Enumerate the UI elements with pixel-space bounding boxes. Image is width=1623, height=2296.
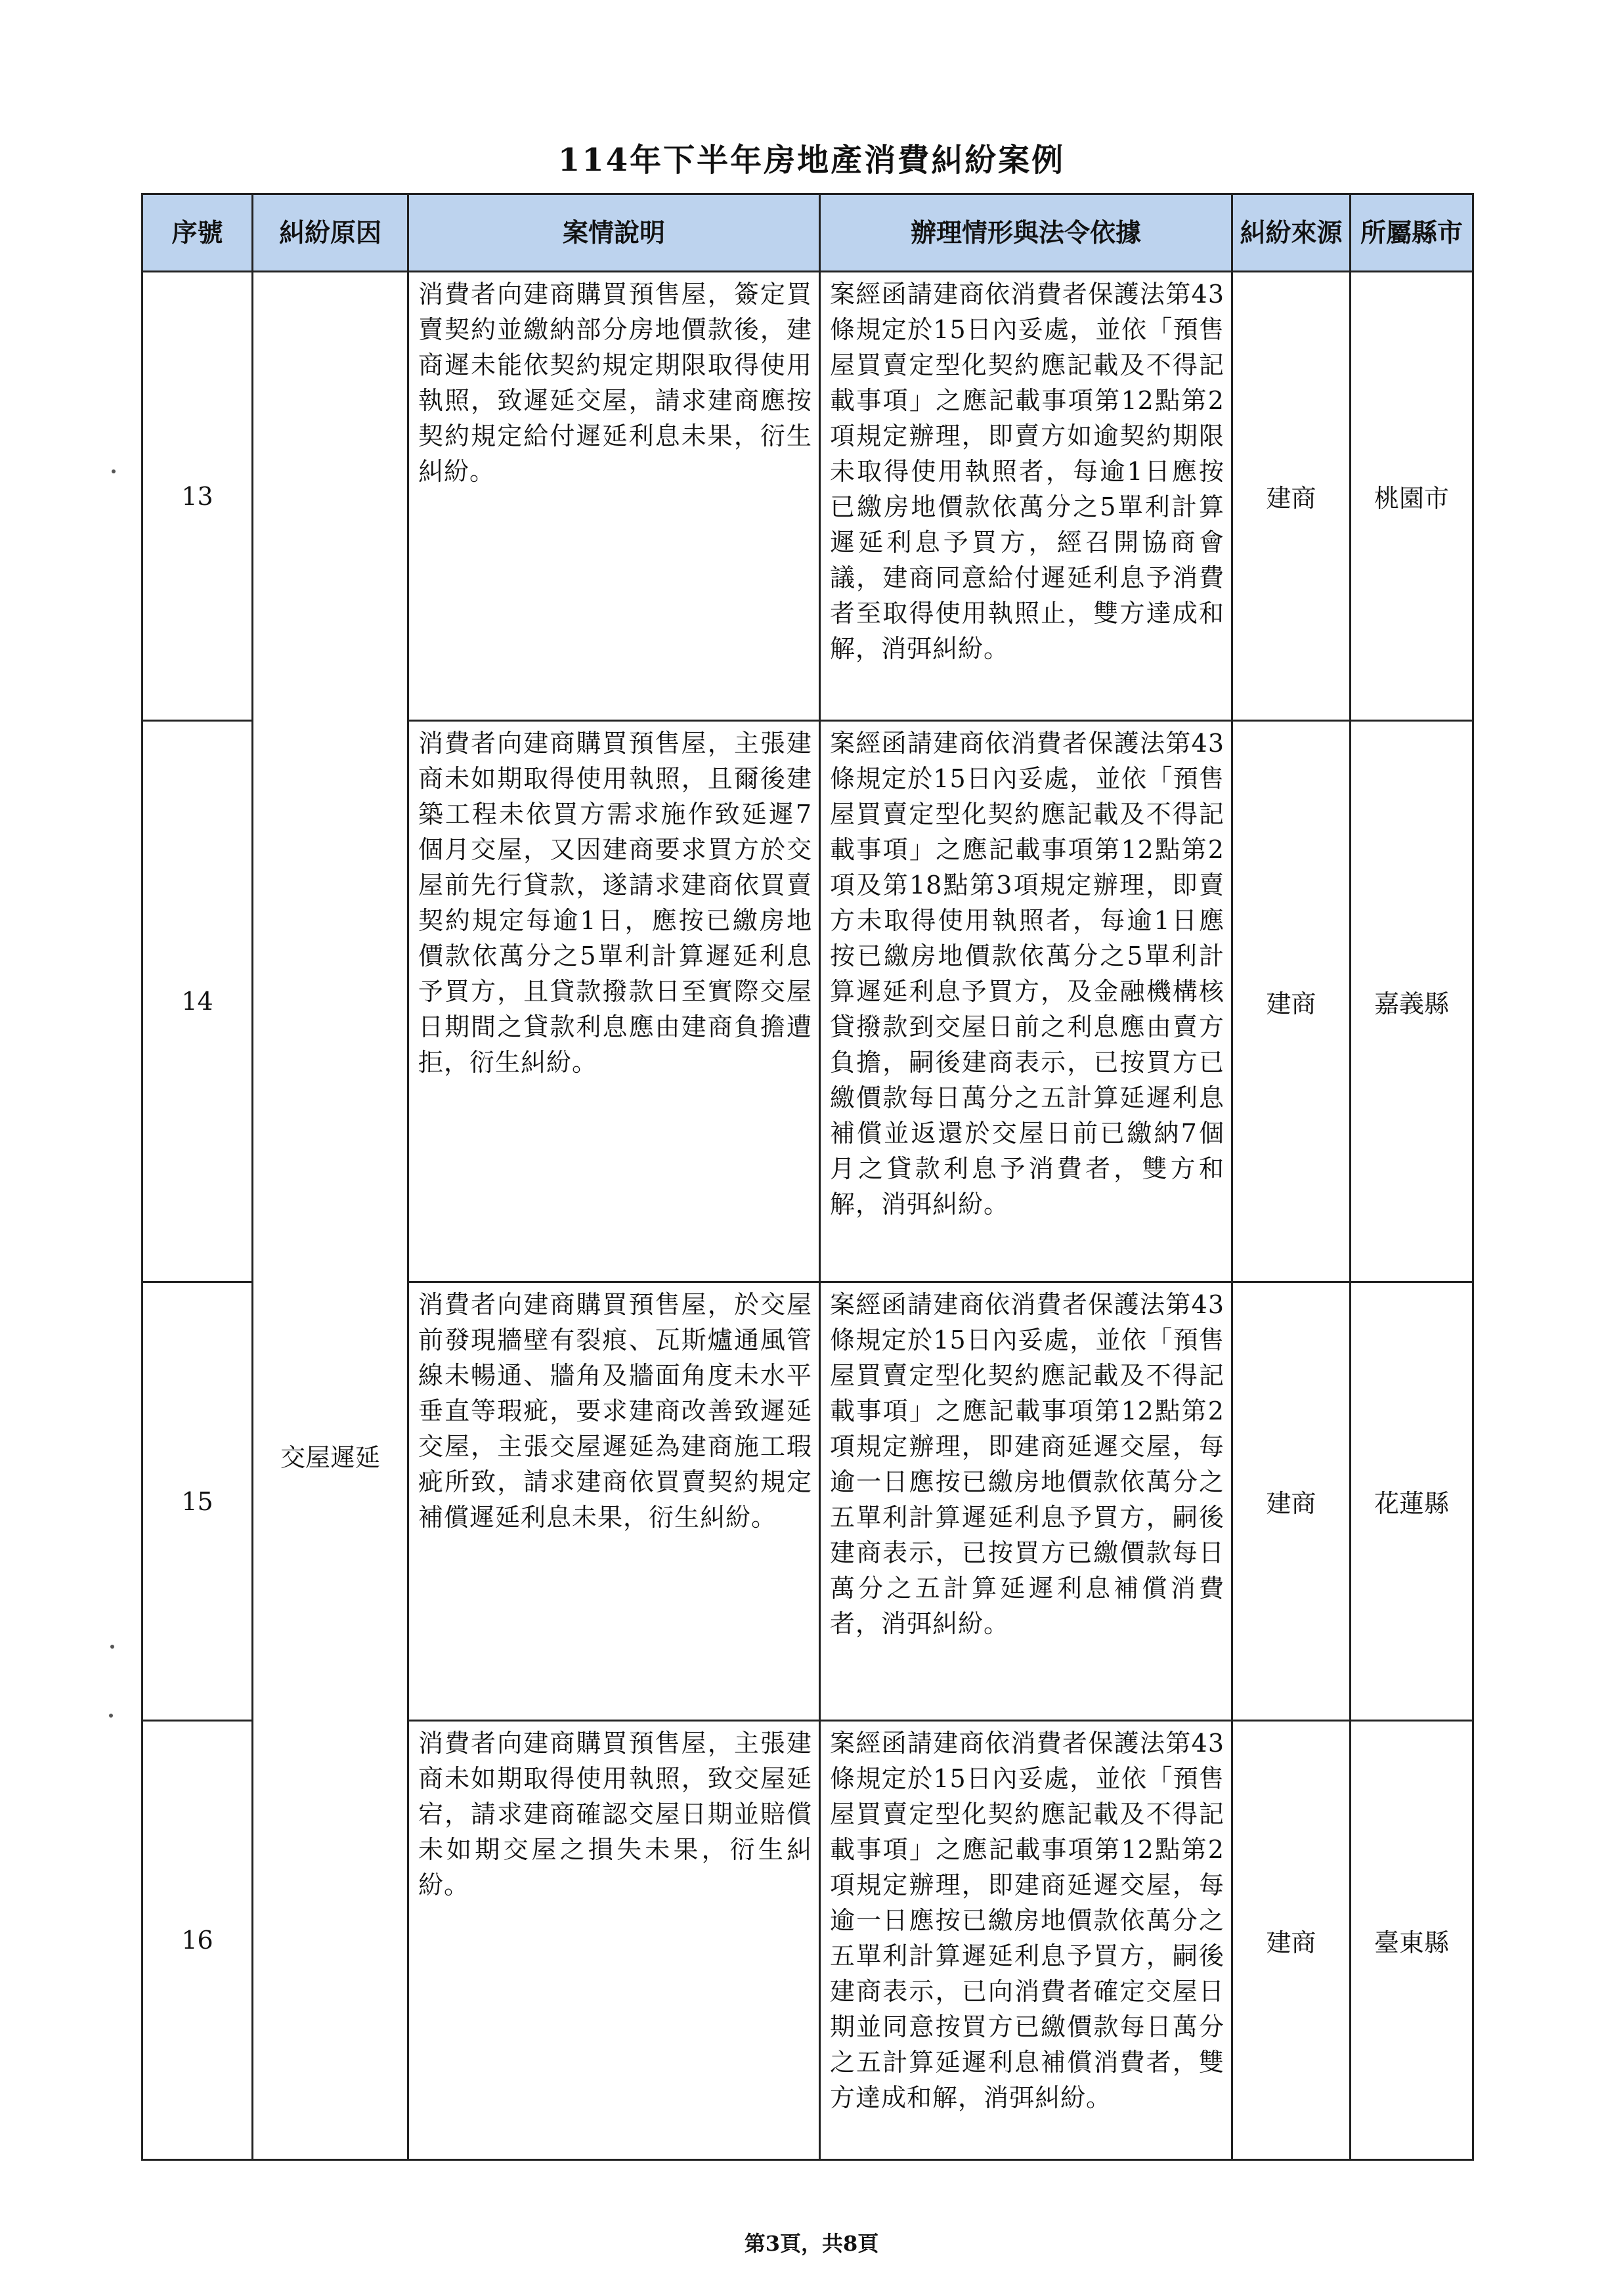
case-number: 13 <box>142 272 253 721</box>
county: 臺東縣 <box>1351 1721 1473 2160</box>
case-number: 15 <box>142 1282 253 1721</box>
case-number: 16 <box>142 1721 253 2160</box>
page-footer: 第3頁，共8頁 <box>744 2231 879 2256</box>
county: 嘉義縣 <box>1351 721 1473 1282</box>
case-description: 消費者向建商購買預售屋，簽定買賣契約並繳納部分房地價款後，建商遲未能依契約規定期限取得使用執照，致遲延交屋，請求建商應按契約規定給付遲延利息未果，衍生糾紛。 <box>408 272 820 721</box>
county: 花蓮縣 <box>1351 1282 1473 1721</box>
scan-speck <box>110 1645 114 1649</box>
handling-and-legal-basis: 案經函請建商依消費者保護法第43條規定於15日內妥處，並依「預售屋買賣定型化契約應記載及不得記載事項」之應記載事項第12點第2項規定辦理，即建商延遲交屋，每逾一日應按已繳房地價款依萬分之五單利計算遲延利息予買方，嗣後建商表示，已向消費者確定交屋日期並同意按買方已繳價款每日萬分之五計算延遲利息補償消費者，雙方達成和解，消弭糾紛。 <box>820 1721 1232 2160</box>
dispute-source: 建商 <box>1232 721 1351 1282</box>
table-row <box>142 272 1473 721</box>
scan-speck <box>112 469 116 473</box>
case-description: 消費者向建商購買預售屋，主張建商未如期取得使用執照，致交屋延宕，請求建商確認交屋日期並賠償未如期交屋之損失未果，衍生糾紛。 <box>408 1721 820 2160</box>
header-handling: 辦理情形與法令依據 <box>820 194 1232 272</box>
document-title: 114年下半年房地產消費糾紛案例 <box>557 142 1066 179</box>
handling-and-legal-basis: 案經函請建商依消費者保護法第43條規定於15日內妥處，並依「預售屋買賣定型化契約應記載及不得記載事項」之應記載事項第12點第2項規定辦理，即建商延遲交屋，每逾一日應按已繳房地價款依萬分之五單利計算遲延利息予買方，嗣後建商表示，已按買方已繳價款每日萬分之五計算延遲利息補償消費者，消弭糾紛。 <box>820 1282 1232 1721</box>
case-description: 消費者向建商購買預售屋，主張建商未如期取得使用執照，且爾後建築工程未依買方需求施作致延遲7個月交屋，又因建商要求買方於交屋前先行貸款，遂請求建商依買賣契約規定每逾1日，應按已繳房地價款依萬分之5單利計算遲延利息予買方，且貸款撥款日至實際交屋日期間之貸款利息應由建商負擔遭拒，衍生糾紛。 <box>408 721 820 1282</box>
case-description: 消費者向建商購買預售屋，於交屋前發現牆壁有裂痕、瓦斯爐通風管線未暢通、牆角及牆面角度未水平垂直等瑕疵，要求建商改善致遲延交屋，主張交屋遲延為建商施工瑕疵所致，請求建商依買賣契約規定補償遲延利息未果，衍生糾紛。 <box>408 1282 820 1721</box>
county: 桃園市 <box>1351 272 1473 721</box>
dispute-cause: 交屋遲延 <box>253 272 408 2160</box>
dispute-source: 建商 <box>1232 1282 1351 1721</box>
header-cause: 糾紛原因 <box>253 194 408 272</box>
case-number: 14 <box>142 721 253 1282</box>
handling-and-legal-basis: 案經函請建商依消費者保護法第43條規定於15日內妥處，並依「預售屋買賣定型化契約應記載及不得記載事項」之應記載事項第12點第2項及第18點第3項規定辦理，即賣方未取得使用執照者，每逾1日應按已繳房地價款依萬分之5單利計算遲延利息予買方，及金融機構核貸撥款到交屋日前之利息應由賣方負擔，嗣後建商表示，已按買方已繳價款每日萬分之五計算延遲利息補償並返還於交屋日前已繳納7個月之貸款利息予消費者，雙方和解，消弭糾紛。 <box>820 721 1232 1282</box>
header-source: 糾紛來源 <box>1232 194 1351 272</box>
table-header-row <box>142 194 1473 272</box>
dispute-source: 建商 <box>1232 1721 1351 2160</box>
header-description: 案情說明 <box>408 194 820 272</box>
header-number: 序號 <box>142 194 253 272</box>
scan-speck <box>109 1714 113 1718</box>
dispute-source: 建商 <box>1232 272 1351 721</box>
dispute-cases-table <box>141 193 1474 2161</box>
header-county: 所屬縣市 <box>1351 194 1473 272</box>
handling-and-legal-basis: 案經函請建商依消費者保護法第43條規定於15日內妥處，並依「預售屋買賣定型化契約應記載及不得記載事項」之應記載事項第12點第2項規定辦理，即賣方如逾契約期限未取得使用執照者，每逾1日應按已繳房地價款依萬分之5單利計算遲延利息予買方，經召開協商會議，建商同意給付遲延利息予消費者至取得使用執照止，雙方達成和解，消弭糾紛。 <box>820 272 1232 721</box>
